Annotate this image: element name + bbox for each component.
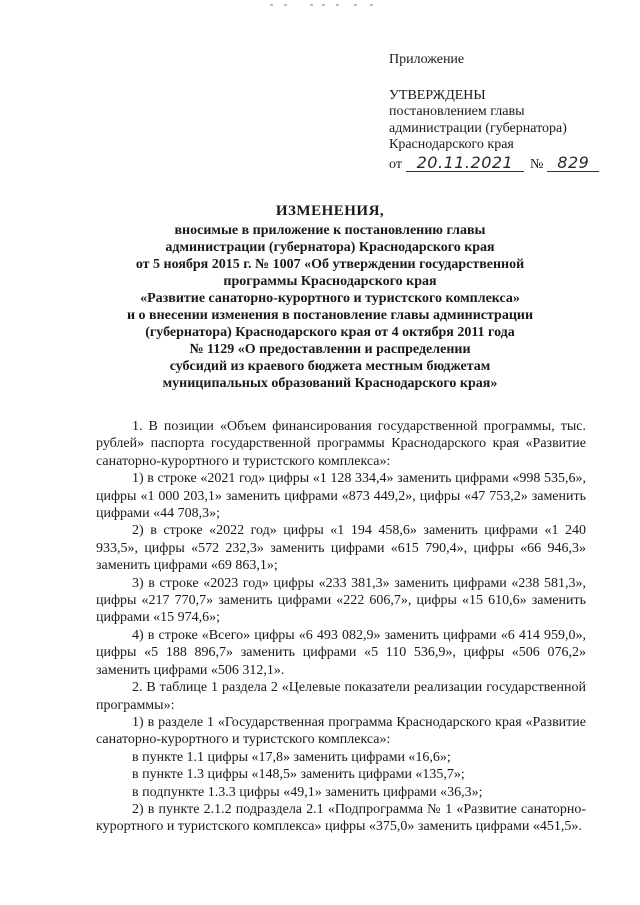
approval-block bbox=[389, 52, 629, 173]
heading-line: муниципальных образований Краснодарского края» bbox=[162, 376, 498, 391]
paragraph: в пункте 1.3 цифры «148,5» заменить цифрами «135,7»; bbox=[132, 767, 465, 783]
paragraph: 3) в строке «2023 год» цифры «233 381,3» заменить цифрами «238 581,3», цифры «217 770,7» заменить цифрами «222 606,7», цифры «15 610,6» заменить цифрами «15 974,6»; bbox=[96, 575, 586, 626]
heading-line: вносимые в приложение к постановлению главы bbox=[174, 223, 486, 238]
paragraph: в подпункте 1.3.3 цифры «49,1» заменить цифрами «36,3»; bbox=[132, 784, 483, 800]
paragraph: 2) в пункте 2.1.2 подраздела 2.1 «Подпрограмма № 1 «Развитие санаторно-курортного и туристского комплекса» цифры «375,0» заменить цифрами «451,5». bbox=[96, 801, 586, 835]
handwritten-date: 20.11.2021 bbox=[406, 155, 524, 173]
approval-line: администрации (губернатора) bbox=[389, 120, 567, 136]
document-heading bbox=[80, 203, 580, 392]
document-body bbox=[96, 418, 586, 836]
approval-line: Краснодарского края bbox=[389, 137, 514, 152]
number-label: № bbox=[529, 156, 544, 172]
appendix-label: Приложение bbox=[389, 52, 465, 67]
paragraph: 4) в строке «Всего» цифры «6 493 082,9» заменить цифрами «6 414 959,0», цифры «5 188 896,7» заменить цифрами «5 110 536,9», цифры «506 076,2» заменить цифрами «506 312,1». bbox=[96, 627, 586, 678]
paragraph: 2. В таблице 1 раздела 2 «Целевые показатели реализации государственной программы»: bbox=[96, 680, 586, 713]
heading-line: и о внесении изменения в постановление главы администрации bbox=[126, 308, 534, 323]
heading-title: ИЗМЕНЕНИЯ, bbox=[275, 203, 385, 219]
date-number-row bbox=[389, 152, 629, 174]
handwritten-number: 829 bbox=[547, 155, 599, 173]
heading-line: № 1129 «О предоставлении и распределении bbox=[189, 342, 471, 357]
scan-artifact bbox=[270, 2, 380, 8]
heading-line: программы Краснодарского края bbox=[223, 274, 437, 289]
approval-line: постановлением главы bbox=[389, 104, 525, 119]
from-label: от bbox=[389, 156, 402, 172]
heading-line: от 5 ноября 2015 г. № 1007 «Об утверждении государственной bbox=[135, 257, 525, 272]
heading-line: (губернатора) Краснодарского края от 4 октября 2011 года bbox=[145, 325, 515, 340]
approved-label: УТВЕРЖДЕНЫ bbox=[389, 87, 486, 103]
heading-line: субсидий из краевого бюджета местным бюджетам bbox=[169, 359, 491, 374]
paragraph: в пункте 1.1 цифры «17,8» заменить цифрами «16,6»; bbox=[132, 749, 451, 765]
heading-line: администрации (губернатора) Краснодарского края bbox=[165, 240, 495, 255]
paragraph: 1) в разделе 1 «Государственная программа Краснодарского края «Развитие санаторно-курортного и туристского комплекса»: bbox=[96, 714, 586, 748]
paragraph: 2) в строке «2022 год» цифры «1 194 458,6» заменить цифрами «1 240 933,5», цифры «572 232,3» заменить цифрами «615 790,4», цифры «66 946,3» заменить цифрами «69 863,1»; bbox=[96, 523, 586, 574]
paragraph: 1. В позиции «Объем финансирования государственной программы, тыс. рублей» паспорта государственной программы Краснодарского края «Развитие санаторно-курортного и туристского комплекса»: bbox=[96, 419, 586, 469]
heading-line: «Развитие санаторно-курортного и туристского комплекса» bbox=[140, 291, 520, 306]
paragraph: 1) в строке «2021 год» цифры «1 128 334,4» заменить цифрами «998 535,6», цифры «1 000 203,1» заменить цифрами «873 449,2», цифры «47 753,2» заменить цифрами «44 708,3»; bbox=[96, 471, 586, 522]
